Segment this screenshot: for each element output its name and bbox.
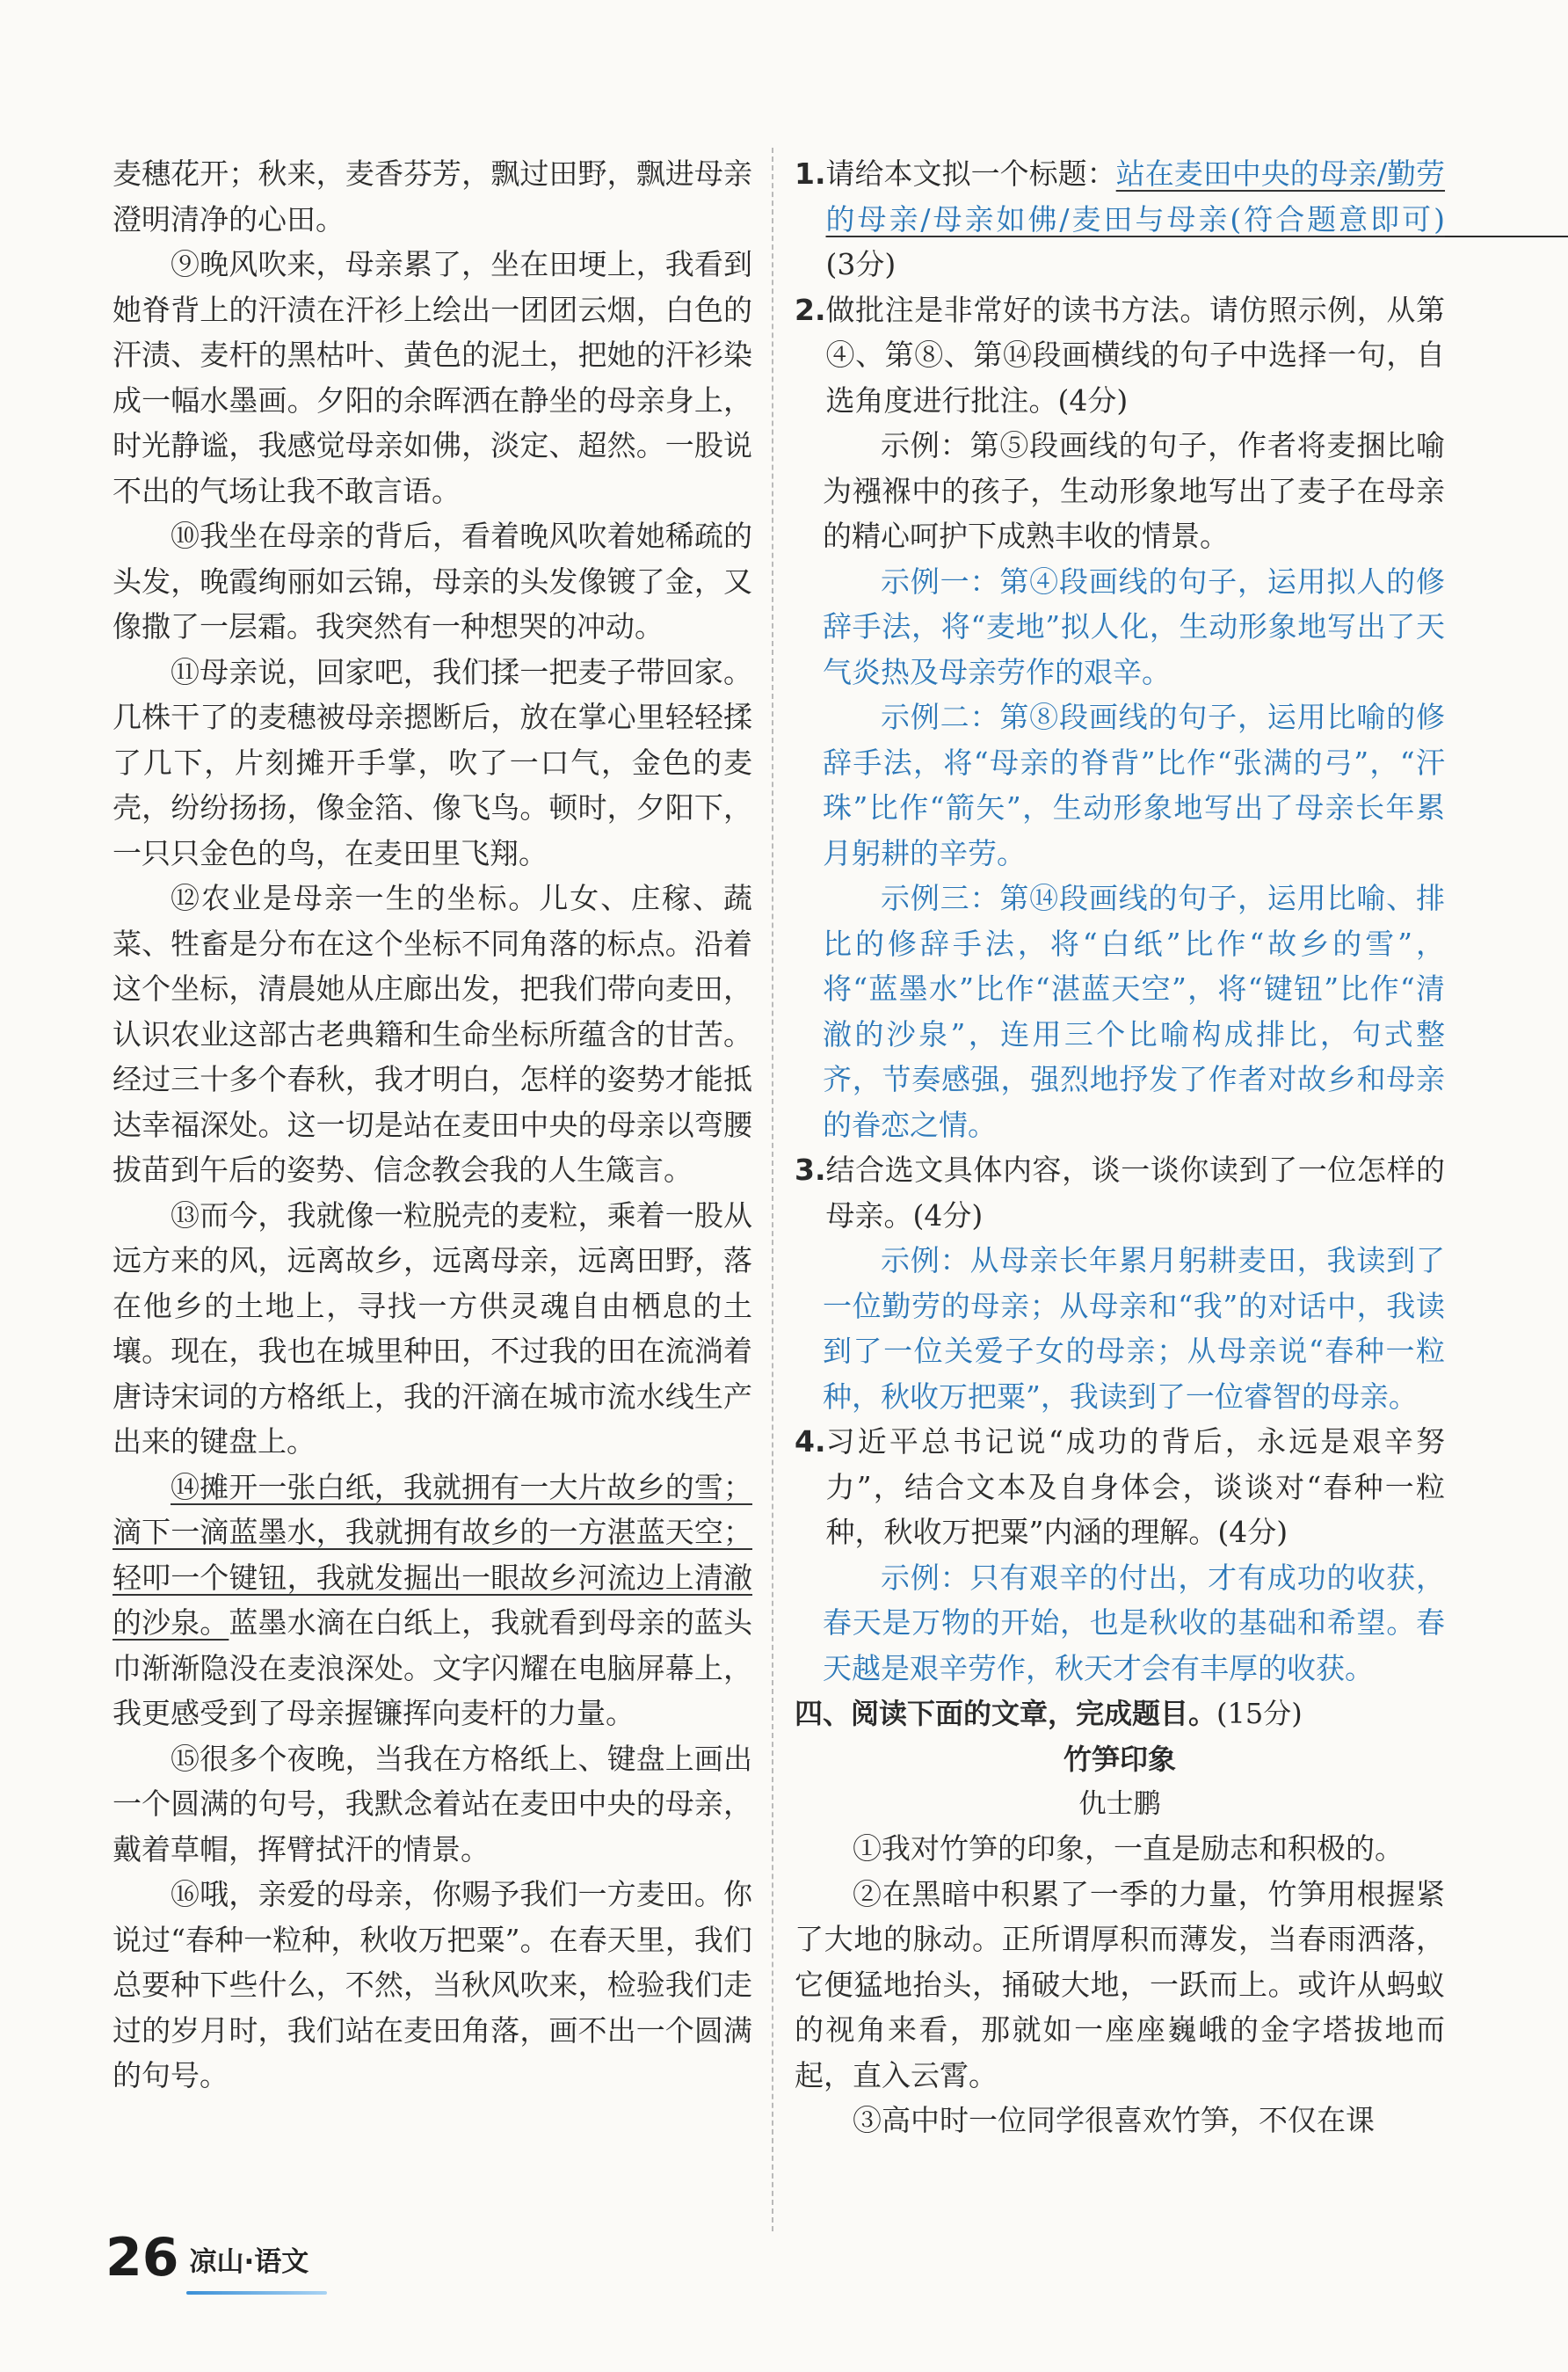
article-paragraph-3: ③高中时一位同学很喜欢竹笋，不仅在课 (853, 2103, 1375, 2137)
question-1-number: 1. (795, 156, 826, 191)
question-2-number: 2. (795, 292, 826, 327)
question-4-text: 习近平总书记说“成功的背后，永远是艰辛努力”，结合文本及自身体会，谈谈对“春种一粒种，秋收万把粟”内涵的理解。(4分) (825, 1424, 1445, 1549)
question-2-answer-2: 示例二：第⑧段画线的句子，运用比喻的修辞手法，将“母亲的脊背”比作“张满的弓”，“汗珠”比作“箭矢”，生动形象地写出了母亲长年累月躬耕的辛劳。 (823, 700, 1445, 870)
question-2-example: 示例：第⑤段画线的句子，作者将麦捆比喻为襁褓中的孩子，生动形象地写出了麦子在母亲的精心呵护下成熟丰收的情景。 (823, 428, 1445, 553)
article-title: 竹笋印象 (1063, 1743, 1176, 1776)
footer-accent-line (186, 2291, 327, 2295)
section-4-score: (15分) (1216, 1697, 1303, 1730)
question-4-answer: 示例：只有艰辛的付出，才有成功的收获，春天是万物的开始，也是秋收的基础和希望。春天越是艰辛劳作，秋天才会有丰厚的收获。 (823, 1560, 1445, 1685)
paragraph-14 (113, 1465, 752, 1736)
section-4-title (795, 1691, 1445, 1736)
question-1-answer: 站在麦田中央的母亲/勤劳的母亲/母亲如佛/麦田与母亲(符合题意即可) (825, 156, 1446, 236)
column-divider (772, 148, 773, 2231)
question-3-text: 结合选文具体内容，谈一谈你读到了一位怎样的母亲。(4分) (825, 1153, 1445, 1233)
paragraph-15: ⑮很多个夜晚，当我在方格纸上、键盘上画出一个圆满的句号，我默念着站在麦田中央的母亲，戴着草帽，挥臂拭汗的情景。 (113, 1741, 752, 1866)
page-footer (105, 2227, 309, 2288)
question-1-text: 请给本文拟一个标题： (825, 156, 1116, 191)
article-paragraph-2: ②在黑暗中积累了一季的力量，竹笋用根握紧了大地的脉动。正所谓厚积而薄发，当春雨洒落，它便猛地抬头，捅破大地，一跃而上。或许从蚂蚁的视角来看，那就如一座座巍峨的金字塔拔地而起，直入云霄。 (795, 1876, 1445, 2092)
question-3-number: 3. (795, 1153, 826, 1187)
article-author: 仇士鹏 (1078, 1788, 1161, 1820)
paragraph-continued: 麦穗花开；秋来，麦香芬芳，飘过田野，飘进母亲澄明清净的心田。 (113, 156, 752, 236)
paragraph-11: ⑪母亲说，回家吧，我们揉一把麦子带回家。几株干了的麦穗被母亲摁断后，放在掌心里轻轻揉了几下，片刻摊开手掌，吹了一口气，金色的麦壳，纷纷扬扬，像金箔、像飞鸟。顿时，夕阳下，一只只金色的鸟，在麦田里飞翔。 (113, 654, 752, 870)
question-4 (795, 1419, 1445, 1555)
right-column (795, 151, 1445, 2143)
question-3 (795, 1147, 1445, 1238)
section-4-heading: 四、阅读下面的文章，完成题目。 (795, 1697, 1217, 1730)
paragraph-14-underlined: ⑭摊开一张白纸，我就拥有一大片故乡的雪；滴下一滴蓝墨水，我就拥有故乡的一方湛蓝天空；轻叩一个键钮，我就发掘出一眼故乡河流边上清澈的沙泉。 (113, 1469, 752, 1640)
question-3-answer: 示例：从母亲长年累月躬耕麦田，我读到了一位勤劳的母亲；从母亲和“我”的对话中，我读到了一位关爱子女的母亲；从母亲说“春种一粒种，秋收万把粟”，我读到了一位睿智的母亲。 (823, 1243, 1445, 1414)
paragraph-12: ⑫农业是母亲一生的坐标。儿女、庄稼、蔬菜、牲畜是分布在这个坐标不同角落的标点。沿着这个坐标，清晨她从庄廊出发，把我们带向麦田，认识农业这部古老典籍和生命坐标所蕴含的甘苦。经过三十多个春秋，我才明白，怎样的姿势才能抵达幸福深处。这一切是站在麦田中央的母亲以弯腰拔苗到午后的姿势、信念教会我的人生箴言。 (113, 881, 752, 1187)
article-paragraph-1: ①我对竹笋的印象，一直是励志和积极的。 (853, 1831, 1404, 1866)
question-1-body (826, 151, 1446, 287)
question-1-fill (1445, 202, 1568, 236)
question-2-answer-3: 示例三：第⑭段画线的句子，运用比喻、排比的修辞手法，将“白纸”比作“故乡的雪”，将“蓝墨水”比作“湛蓝天空”，将“键钮”比作“清澈的沙泉”，连用三个比喻构成排比，句式整齐，节奏感强，强烈地抒发了作者对故乡和母亲的眷恋之情。 (823, 881, 1445, 1142)
paragraph-9: ⑨晚风吹来，母亲累了，坐在田埂上，我看到她脊背上的汗渍在汗衫上绘出一团团云烟，白色的汗渍、麦杆的黑枯叶、黄色的泥土，把她的汗衫染成一幅水墨画。夕阳的余晖洒在静坐的母亲身上，时光静谧，我感觉母亲如佛，淡定、超然。一股说不出的气场让我不敢言语。 (113, 247, 752, 508)
question-2-answer-1: 示例一：第④段画线的句子，运用拟人的修辞手法，将“麦地”拟人化，生动形象地写出了天气炎热及母亲劳作的艰辛。 (823, 564, 1445, 689)
left-column (113, 151, 752, 2099)
question-1 (795, 151, 1445, 287)
page-number: 26 (105, 2227, 179, 2288)
question-4-number: 4. (795, 1424, 826, 1459)
paragraph-16: ⑯哦，亲爱的母亲，你赐予我们一方麦田。你说过“春种一粒种，秋收万把粟”。在春天里，我们总要种下些什么，不然，当秋风吹来，检验我们走过的岁月时，我们站在麦田角落，画不出一个圆满的句号。 (113, 1877, 752, 2092)
paragraph-14-rest: 蓝墨水滴在白纸上，我就看到母亲的蓝头巾渐渐隐没在麦浪深处。文字闪耀在电脑屏幕上，我更感受到了母亲握镰挥向麦杆的力量。 (113, 1605, 753, 1730)
question-2 (795, 287, 1445, 424)
paragraph-10: ⑩我坐在母亲的背后，看着晚风吹着她稀疏的头发，晚霞绚丽如云锦，母亲的头发像镀了金，又像撒了一层霜。我突然有一种想哭的冲动。 (113, 519, 752, 644)
question-1-score: (3分) (825, 247, 897, 281)
book-label: 凉山·语文 (189, 2246, 309, 2278)
question-2-text: 做批注是非常好的读书方法。请仿照示例，从第④、第⑧、第⑭段画横线的句子中选择一句，自选角度进行批注。(4分) (825, 292, 1445, 418)
paragraph-13: ⑬而今，我就像一粒脱壳的麦粒，乘着一股从远方来的风，远离故乡，远离母亲，远离田野，落在他乡的土地上，寻找一方供灵魂自由栖息的土壤。现在，我也在城里种田，不过我的田在流淌着唐诗宋词的方格纸上，我的汗滴在城市流水线生产出来的键盘上。 (113, 1197, 752, 1459)
